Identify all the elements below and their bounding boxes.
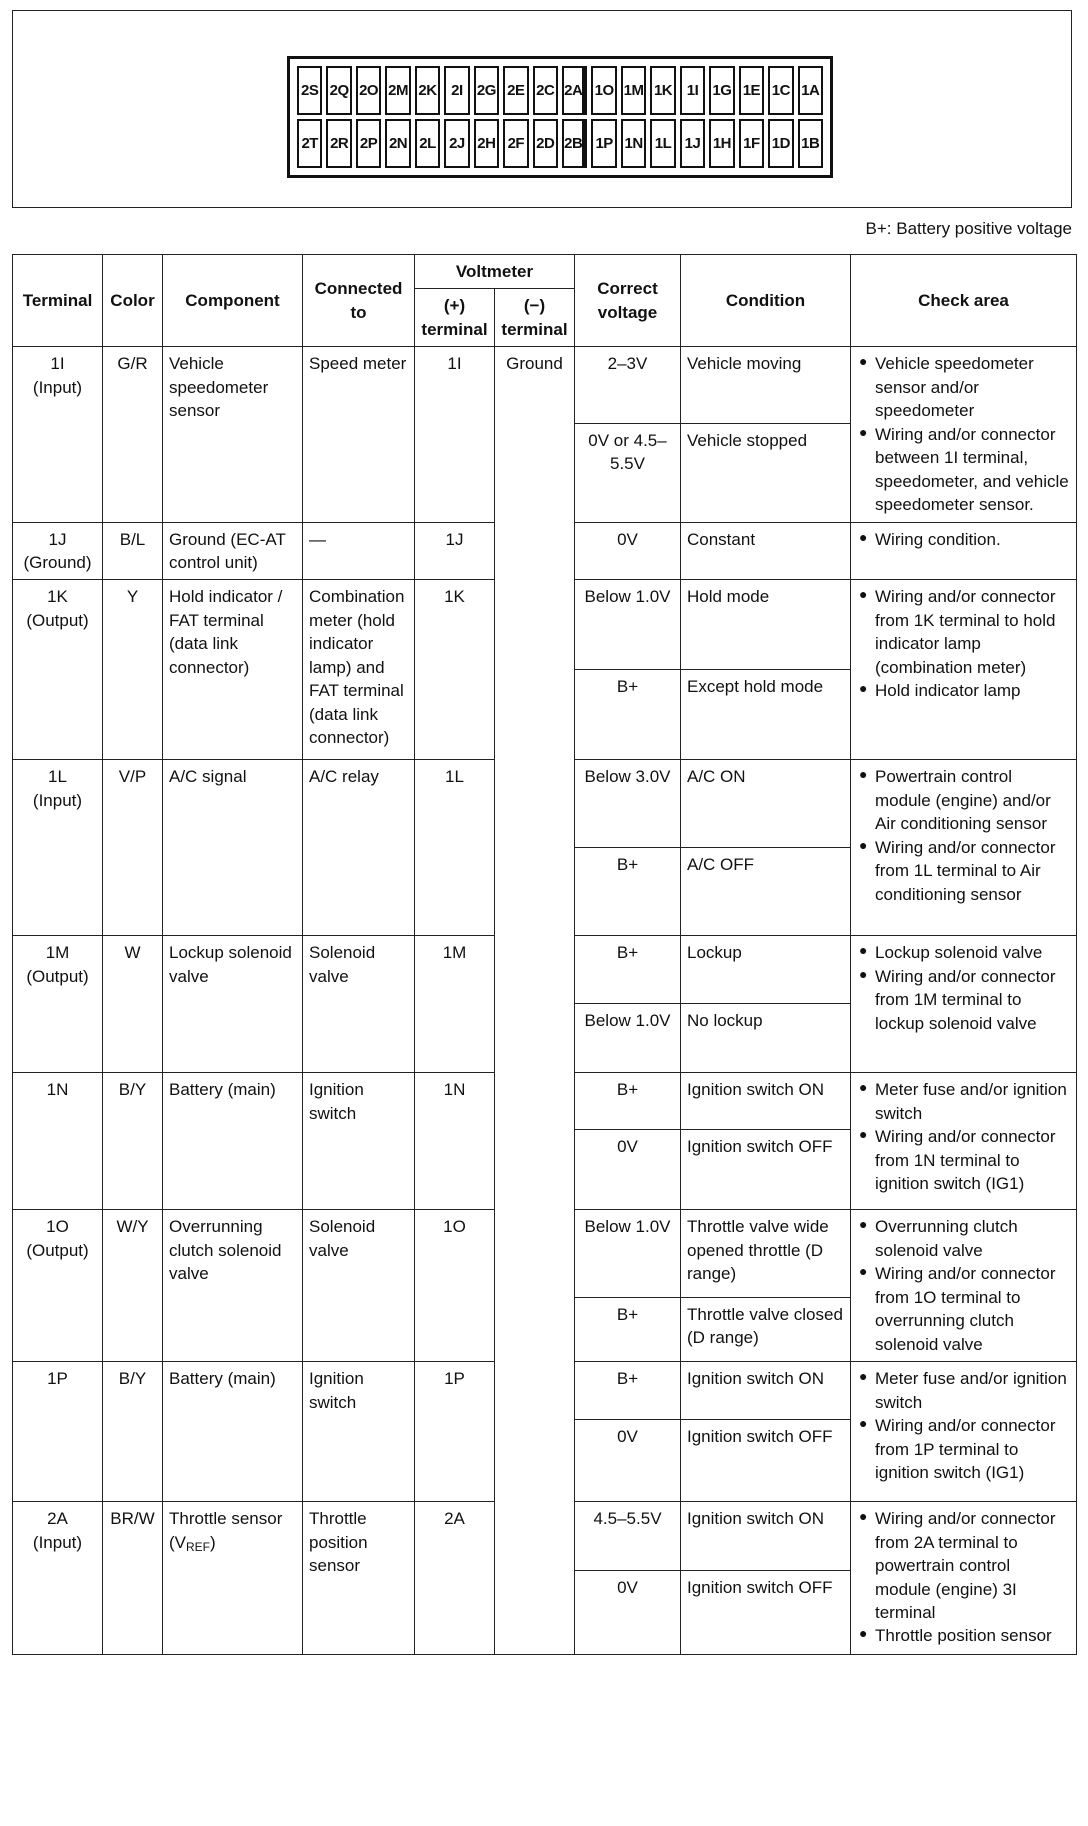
check-list [857, 765, 1070, 906]
check-text: Throttle position sensor [875, 1626, 1052, 1646]
check-area-cell [851, 580, 1077, 760]
check-text: Wiring and/or connector from 1N terminal to ignition switch (IG1) [875, 1127, 1056, 1194]
connector-pin-2c: 2C [533, 66, 558, 115]
color-cell: B/L [103, 522, 163, 580]
condition-cell: Throttle valve wide opened throttle (D range) [681, 1210, 851, 1297]
terminal-cell [13, 580, 103, 760]
component-cell [163, 1502, 303, 1655]
check-text: Lockup solenoid valve [875, 943, 1043, 963]
plus-terminal-cell: 1I [415, 347, 495, 522]
connected-to-cell: Speed meter [303, 347, 415, 522]
connector-pin-1m: 1M [621, 66, 646, 115]
check-item [857, 836, 1070, 906]
check-area-cell [851, 1073, 1077, 1210]
plus-terminal-cell: 1J [415, 522, 495, 580]
connector-pin-2p: 2P [356, 119, 381, 168]
terminal-id: 1L [48, 767, 67, 787]
connector-pin-2h: 2H [474, 119, 499, 168]
plus-terminal-cell: 1L [415, 760, 495, 936]
condition-cell: Vehicle stopped [681, 423, 851, 522]
connector-pin-2b: 2B [562, 119, 587, 168]
bullet-icon: ● [859, 1263, 868, 1280]
terminal-cell [13, 1073, 103, 1210]
correct-voltage-cell: B+ [575, 670, 681, 760]
bullet-icon: ● [859, 1368, 868, 1385]
connector-pin-1g: 1G [709, 66, 734, 115]
battery-voltage-note: B+: Battery positive voltage [865, 219, 1072, 238]
header-voltmeter: Voltmeter [415, 255, 575, 289]
check-text: Meter fuse and/or ignition switch [875, 1369, 1067, 1412]
condition-cell: Ignition switch ON [681, 1073, 851, 1130]
terminal-id: 1I [50, 354, 65, 374]
header-connected-to: Connected to [303, 255, 415, 347]
connected-to-cell: Solenoid valve [303, 1210, 415, 1362]
check-area-cell [851, 522, 1077, 580]
check-item [857, 965, 1070, 1035]
component-cell: Ground (EC-AT control unit) [163, 522, 303, 580]
connector-pin-1j: 1J [680, 119, 705, 168]
bullet-icon: ● [859, 1079, 868, 1096]
component-cell: Battery (main) [163, 1073, 303, 1210]
terminal-cell [13, 1210, 103, 1362]
correct-voltage-cell: Below 1.0V [575, 580, 681, 670]
check-list [857, 585, 1070, 702]
connector-pin-2e: 2E [503, 66, 528, 115]
header-color: Color [103, 255, 163, 347]
correct-voltage-cell: 0V [575, 1420, 681, 1502]
color-cell: BR/W [103, 1502, 163, 1655]
color-cell: G/R [103, 347, 163, 522]
check-item [857, 1262, 1070, 1356]
header-minus-terminal: (−) terminal [495, 289, 575, 347]
bullet-icon: ● [859, 353, 868, 370]
condition-cell: Vehicle moving [681, 347, 851, 424]
color-cell: B/Y [103, 1073, 163, 1210]
correct-voltage-cell: 0V [575, 522, 681, 580]
check-item [857, 1507, 1070, 1624]
check-area-cell [851, 1502, 1077, 1655]
bullet-icon: ● [859, 528, 868, 545]
component-cell: A/C signal [163, 760, 303, 936]
plus-terminal-cell: 1P [415, 1362, 495, 1502]
color-cell: W [103, 936, 163, 1073]
connector-pin-1h: 1H [709, 119, 734, 168]
condition-cell: Ignition switch OFF [681, 1420, 851, 1502]
correct-voltage-cell: B+ [575, 1362, 681, 1420]
header-component: Component [163, 255, 303, 347]
header-correct-voltage: Correct voltage [575, 255, 681, 347]
bullet-icon: ● [859, 1625, 868, 1642]
terminal-type: (Input) [32, 377, 83, 397]
bullet-icon: ● [859, 766, 868, 783]
terminal-cell [13, 936, 103, 1073]
check-area-cell [851, 347, 1077, 522]
connector-pin-1c: 1C [768, 66, 793, 115]
connector-pin-1k: 1K [650, 66, 675, 115]
terminal-id: 1N [46, 1080, 69, 1100]
terminal-cell [13, 760, 103, 936]
check-item [857, 1367, 1070, 1414]
correct-voltage-cell: 2–3V [575, 347, 681, 424]
check-item [857, 1125, 1070, 1195]
check-item [857, 423, 1070, 517]
terminal-id: 1J [48, 529, 67, 549]
connector-diagram [287, 56, 833, 178]
connector-pin-1p: 1P [591, 119, 616, 168]
terminal-type: (Output) [26, 966, 89, 986]
terminal-cell [13, 347, 103, 522]
check-list [857, 1367, 1070, 1484]
connector-pin-1a: 1A [798, 66, 823, 115]
condition-cell: Constant [681, 522, 851, 580]
component-cell: Overrunning clutch solenoid valve [163, 1210, 303, 1362]
bullet-icon: ● [859, 965, 868, 982]
terminal-type: (Output) [26, 610, 89, 630]
terminal-type: (Output) [26, 1240, 89, 1260]
terminal-id: 1K [47, 587, 68, 607]
component-cell: Hold indicator / FAT terminal (data link connector) [163, 580, 303, 760]
check-text: Wiring and/or connector from 1M terminal to lockup solenoid valve [875, 966, 1056, 1033]
check-text: Wiring and/or connector from 1P terminal to ignition switch (IG1) [875, 1416, 1056, 1482]
connector-pin-2l: 2L [415, 119, 440, 168]
connector-pin-2t: 2T [297, 119, 322, 168]
connector-pin-2q: 2Q [326, 66, 351, 115]
color-cell: W/Y [103, 1210, 163, 1362]
connector-pin-grid [295, 64, 825, 170]
header-terminal: Terminal [13, 255, 103, 347]
correct-voltage-cell: 4.5–5.5V [575, 1502, 681, 1571]
header-check-area: Check area [851, 255, 1077, 347]
terminal-id: 1M [45, 943, 70, 963]
connector-pin-2o: 2O [356, 66, 381, 115]
correct-voltage-cell: 0V [575, 1130, 681, 1210]
correct-voltage-cell: 0V or 4.5–5.5V [575, 423, 681, 522]
connector-pin-2i: 2I [444, 66, 469, 115]
check-item [857, 528, 1070, 551]
connected-to-cell: Ignition switch [303, 1073, 415, 1210]
check-list [857, 1215, 1070, 1356]
bullet-icon: ● [859, 836, 868, 853]
correct-voltage-cell: B+ [575, 848, 681, 936]
condition-cell: Hold mode [681, 580, 851, 670]
check-text: Overrunning clutch solenoid valve [875, 1217, 1018, 1260]
check-text: Wiring and/or connector from 2A terminal to powertrain control module (engine) 3I terminal [875, 1509, 1056, 1622]
check-text: Wiring condition. [875, 529, 1001, 549]
header-plus-terminal: (+) terminal [415, 289, 495, 347]
connector-pin-2f: 2F [503, 119, 528, 168]
connector-pin-2j: 2J [444, 119, 469, 168]
check-item [857, 1215, 1070, 1262]
check-list [857, 941, 1070, 1035]
plus-terminal-cell: 1K [415, 580, 495, 760]
check-item [857, 941, 1070, 964]
correct-voltage-cell: B+ [575, 936, 681, 1004]
check-text: Wiring and/or connector from 1K terminal to hold indicator lamp (combination meter) [875, 587, 1056, 677]
component-subscript: REF [186, 1539, 210, 1554]
terminal-id: 2A [47, 1509, 68, 1529]
bullet-icon: ● [859, 942, 868, 959]
bullet-icon: ● [859, 1126, 868, 1143]
connected-to-cell: Ignition switch [303, 1362, 415, 1502]
check-item [857, 679, 1070, 702]
component-cell: Vehicle speedometer sensor [163, 347, 303, 522]
check-list [857, 1078, 1070, 1195]
correct-voltage-cell: Below 3.0V [575, 760, 681, 848]
color-cell: Y [103, 580, 163, 760]
connector-pin-2m: 2M [385, 66, 410, 115]
check-area-cell [851, 760, 1077, 936]
condition-cell: Throttle valve closed (D range) [681, 1297, 851, 1361]
condition-cell: A/C OFF [681, 848, 851, 936]
connected-to-cell: Solenoid valve [303, 936, 415, 1073]
check-area-cell [851, 936, 1077, 1073]
connector-pin-2d: 2D [533, 119, 558, 168]
check-item [857, 585, 1070, 679]
check-item [857, 1414, 1070, 1484]
terminal-spec-body [13, 347, 1077, 1655]
plus-terminal-cell: 2A [415, 1502, 495, 1655]
check-text: Powertrain control module (engine) and/or Air conditioning sensor [875, 767, 1051, 834]
connector-pin-1i: 1I [680, 66, 705, 115]
check-text: Vehicle speedometer sensor and/or speedometer [875, 354, 1034, 421]
bullet-icon: ● [859, 1508, 868, 1525]
check-text: Wiring and/or connector between 1I terminal, speedometer, and vehicle speedometer sensor. [875, 424, 1069, 515]
condition-cell: Except hold mode [681, 670, 851, 760]
bullet-icon: ● [859, 1415, 868, 1432]
connector-pin-1o: 1O [591, 66, 616, 115]
condition-cell: Ignition switch ON [681, 1362, 851, 1420]
connector-pin-1e: 1E [739, 66, 764, 115]
minus-terminal-ground: Ground [495, 347, 575, 1655]
connector-pin-2s: 2S [297, 66, 322, 115]
connector-pin-1f: 1F [739, 119, 764, 168]
correct-voltage-cell: B+ [575, 1073, 681, 1130]
correct-voltage-cell: B+ [575, 1297, 681, 1361]
condition-cell: Lockup [681, 936, 851, 1004]
connected-to-cell: Throttle position sensor [303, 1502, 415, 1655]
correct-voltage-cell: 0V [575, 1571, 681, 1655]
connector-diagram-frame [12, 10, 1072, 208]
connector-pin-2r: 2R [326, 119, 351, 168]
check-item [857, 1078, 1070, 1125]
terminal-spec-table [12, 254, 1077, 1655]
check-list [857, 528, 1070, 551]
bullet-icon: ● [859, 680, 868, 697]
color-cell: B/Y [103, 1362, 163, 1502]
terminal-cell [13, 1362, 103, 1502]
terminal-id: 1P [47, 1369, 68, 1389]
check-text: Hold indicator lamp [875, 681, 1021, 701]
plus-terminal-cell: 1M [415, 936, 495, 1073]
check-item [857, 1624, 1070, 1647]
connected-to-cell: Combination meter (hold indicator lamp) and FAT terminal (data link connector) [303, 580, 415, 760]
condition-cell: Ignition switch OFF [681, 1130, 851, 1210]
bullet-icon: ● [859, 423, 868, 440]
connector-pin-1b: 1B [798, 119, 823, 168]
check-text: Meter fuse and/or ignition switch [875, 1080, 1067, 1123]
header-condition: Condition [681, 255, 851, 347]
check-text: Wiring and/or connector from 1O terminal to overrunning clutch solenoid valve [875, 1264, 1056, 1354]
plus-terminal-cell: 1N [415, 1073, 495, 1210]
connector-pin-2k: 2K [415, 66, 440, 115]
connector-pin-2a: 2A [562, 66, 587, 115]
connected-to-cell: — [303, 522, 415, 580]
bullet-icon: ● [859, 586, 868, 603]
connector-pin-2g: 2G [474, 66, 499, 115]
connector-pin-1n: 1N [621, 119, 646, 168]
check-list [857, 352, 1070, 516]
component-text-tail: ) [210, 1532, 216, 1552]
condition-cell: Ignition switch OFF [681, 1571, 851, 1655]
correct-voltage-cell: Below 1.0V [575, 1210, 681, 1297]
correct-voltage-cell: Below 1.0V [575, 1004, 681, 1073]
connector-pin-2n: 2N [385, 119, 410, 168]
bullet-icon: ● [859, 1216, 868, 1233]
condition-cell: A/C ON [681, 760, 851, 848]
color-cell: V/P [103, 760, 163, 936]
connector-pin-1l: 1L [650, 119, 675, 168]
check-area-cell [851, 1210, 1077, 1362]
plus-terminal-cell: 1O [415, 1210, 495, 1362]
check-text: Wiring and/or connector from 1L terminal to Air conditioning sensor [875, 837, 1056, 904]
connector-pin-1d: 1D [768, 119, 793, 168]
terminal-type: (Ground) [23, 552, 92, 572]
component-cell: Lockup solenoid valve [163, 936, 303, 1073]
terminal-type: (Input) [32, 1532, 83, 1552]
terminal-type: (Input) [32, 790, 83, 810]
condition-cell: Ignition switch ON [681, 1502, 851, 1571]
condition-cell: No lockup [681, 1004, 851, 1073]
component-text: Throttle sensor (V [169, 1509, 283, 1552]
connected-to-cell: A/C relay [303, 760, 415, 936]
terminal-cell [13, 522, 103, 580]
check-area-cell [851, 1362, 1077, 1502]
check-list [857, 1507, 1070, 1648]
component-cell: Battery (main) [163, 1362, 303, 1502]
table-row [13, 347, 1077, 424]
terminal-cell [13, 1502, 103, 1655]
terminal-id: 1O [46, 1217, 69, 1237]
check-item [857, 765, 1070, 835]
check-item [857, 352, 1070, 422]
